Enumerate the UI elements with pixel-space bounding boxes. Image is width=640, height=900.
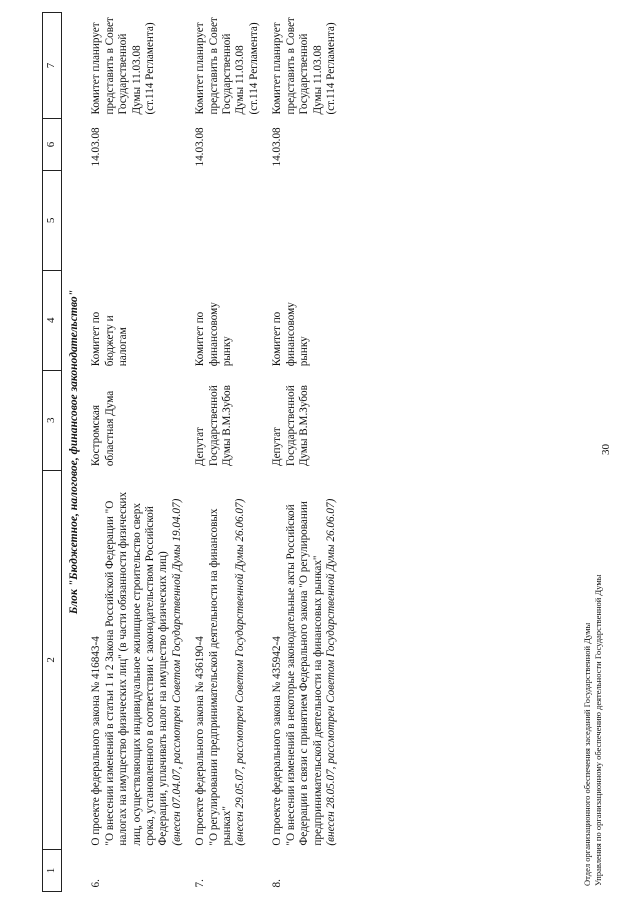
column-number: 4 [43,270,62,370]
review-date: 14.03.08 [271,127,284,167]
review-date: 14.03.08 [90,127,103,167]
row-number: 6. [90,879,103,888]
bill-description [86,470,190,849]
column-5-cell [86,171,190,271]
bill-note: (внесен 28.05.07, рассмотрен Советом Государственной Думы 26.06.07) [324,498,337,846]
column-number: 7 [43,13,62,119]
column-number: 3 [43,370,62,470]
column-number: 6 [43,119,62,171]
review-date: 14.03.08 [194,127,207,167]
page-number: 30 [600,444,612,455]
responsible-committee: Комитет по бюджету и налогам [90,311,130,367]
bill-body: "О внесении изменений в статьи 1 и 2 Закона Российской Федерации "О налогах на имущество физических лиц" (в части обязанности физических лиц, осуществляющих индивидуальное жилищное строительство сверх срока, установленного в соответствии с законодательством Российской Федерации, уплачивать налог на имущество физических лиц) [103,491,170,846]
responsible-committee: Комитет по финансовому рынку [271,302,311,367]
bill-title: О проекте федерального закона № 436190-4 [194,636,207,846]
responsible-committee: Комитет по финансовому рынку [194,302,234,367]
bill-description [190,470,267,849]
footer-line: Управления по организационному обеспечению деятельности Государственной Думы [593,574,603,886]
status-note: Комитет планирует представить в Совет Государственной Думы 11.03.08 (ст.114 Регламента) [271,17,337,115]
table-row [190,13,267,892]
row-number: 8. [271,879,284,888]
column-number-row [43,13,62,892]
footer [582,575,604,886]
bill-body: "О регулировании предпринимательской деятельности на финансовых рынках" [207,508,234,846]
column-5-cell [267,171,344,271]
bill-title: О проекте федерального закона № 416843-4 [90,636,103,846]
column-number: 2 [43,470,62,849]
footer-line: Отдел организационного обеспечения заседаний Государственной Думы [582,622,592,886]
bill-author: Депутат Государственной Думы В.М.Зубов [194,385,234,467]
row-number: 7. [194,879,207,888]
status-note: Комитет планирует представить в Совет Государственной Думы 11.03.08 (ст.114 Регламента) [90,17,157,115]
bill-author: Костромская областная Дума [90,390,116,467]
agenda-table [42,12,344,892]
column-number: 1 [43,850,62,892]
bill-author: Депутат Государственной Думы В.М.Зубов [271,385,311,467]
table-row [86,13,190,892]
table-row [267,13,344,892]
status-note: Комитет планирует представить в Совет Государственной Думы 11.03.08 (ст.114 Регламента) [194,17,260,115]
bill-body: "О внесении изменений в некоторые законодательные акты Российской Федерации в связи с принятием Федерального закона "О регулировании предпринимательской деятельности на финансовых рынках" [284,501,324,846]
block-title: Блок "Бюджетное, налоговое, финансовое законодательство" [67,289,80,615]
bill-description [267,470,344,849]
column-number: 5 [43,171,62,271]
bill-note: (внесен 29.05.07, рассмотрен Советом Государственной Думы 26.06.07) [234,498,247,846]
column-5-cell [190,171,267,271]
bill-note: (внесен 07.04.07, рассмотрен Советом Государственной Думы 19.04.07) [170,498,183,846]
bill-title: О проекте федерального закона № 435942-4 [271,636,284,846]
